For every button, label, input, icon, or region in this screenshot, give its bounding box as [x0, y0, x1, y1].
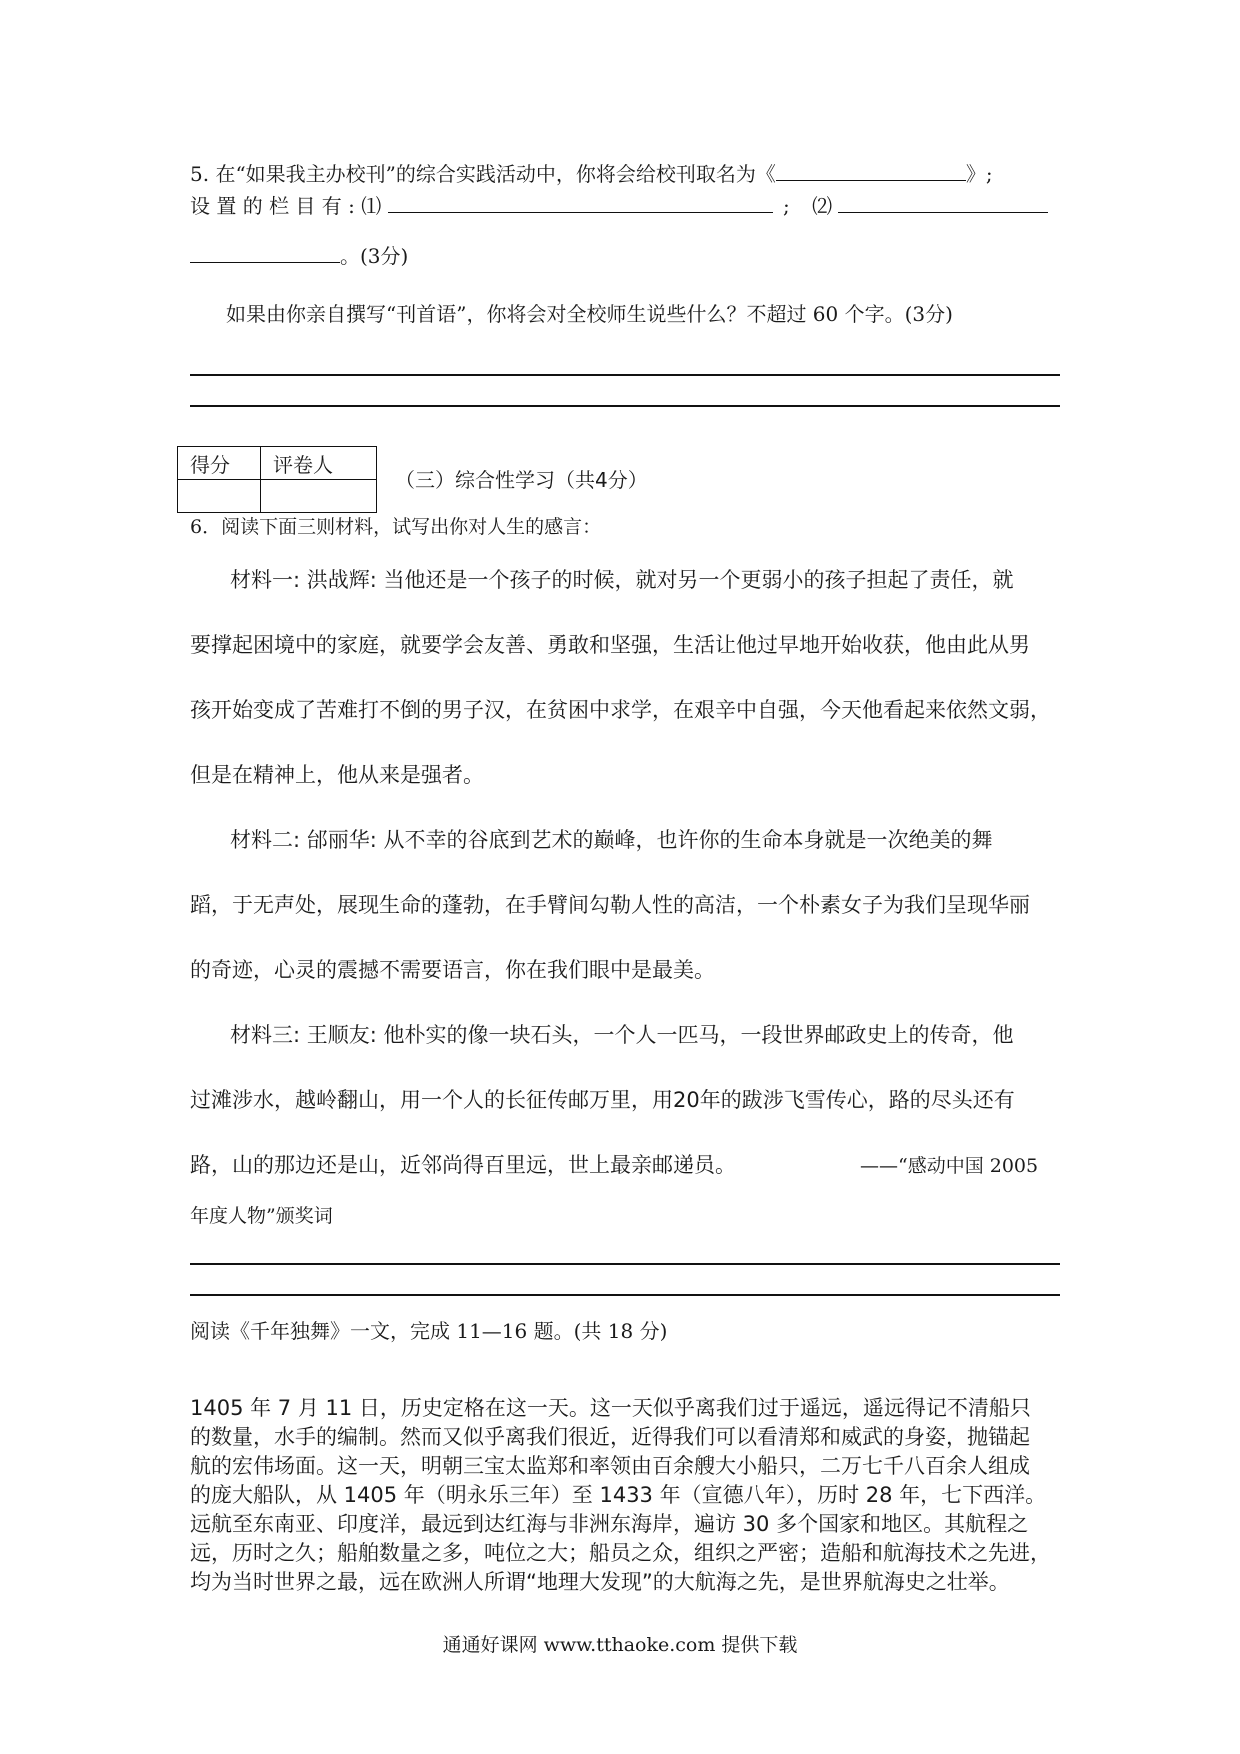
source-attribution-cont: 年度人物”颁奖词	[190, 1205, 333, 1227]
m1-line-1: 材料一: 洪战辉: 当他还是一个孩子的时候，就对另一个更弱小的孩子担起了责任，就	[230, 568, 1014, 592]
m2-line-3: 的奇迹，心灵的震撼不需要语言，你在我们眼中是最美。	[190, 958, 715, 982]
grader-cell	[261, 480, 377, 513]
reading-line-1: 1405 年 7 月 11 日，历史定格在这一天。这一天似乎离我们过于遥远，遥远得记不清船只	[190, 1396, 1031, 1420]
answer-line-3	[190, 1263, 1060, 1265]
q5-line2-sep: ;	[782, 194, 790, 218]
m1-line-3: 孩开始变成了苦难打不倒的男子汉，在贫困中求学，在艰辛中自强，今天他看起来依然文弱，	[190, 698, 1051, 722]
m3-line-1: 材料三: 王顺友: 他朴实的像一块石头，一个人一匹马，一段世界邮政史上的传奇，他	[230, 1023, 1014, 1047]
q5-line3-end: 。(3分)	[340, 244, 409, 268]
score-cell	[178, 480, 261, 513]
source-attribution: ——“感动中国 2005	[860, 1155, 1039, 1177]
q5-line2	[190, 190, 1070, 216]
reading-line-4: 的庞大船队，从 1405 年（明永乐三年）至 1433 年（宣德八年），历时 28 年，七下西洋。	[190, 1483, 1047, 1507]
q5-line1-end: 》;	[965, 162, 993, 186]
q6-intro: 6．阅读下面三则材料，试写出你对人生的感言：	[190, 516, 602, 538]
answer-line-2	[190, 405, 1060, 407]
m2-line-2: 蹈，于无声处，展现生命的蓬勃，在手臂间勾勒人性的高洁，一个朴素女子为我们呈现华丽	[190, 893, 1030, 917]
grader-label: 评卷人	[261, 447, 377, 480]
reading-line-6: 远，历时之久；船舶数量之多，吨位之大；船员之众，组织之严密；造船和航海技术之先进，	[190, 1541, 1051, 1565]
reading-title: 阅读《千年独舞》一文，完成 11—16 题。(共 18 分)	[190, 1319, 668, 1343]
q5-prompt: 如果由你亲自撰写“刊首语”，你将会对全校师生说些什么？不超过 60 个字。(3分)	[226, 302, 953, 326]
section3-title: （三）综合性学习（共4分）	[395, 468, 648, 492]
m3-line-2: 过滩涉水，越岭翻山，用一个人的长征传邮万里，用20年的跋涉飞雪传心，路的尽头还有	[190, 1088, 1015, 1112]
score-label: 得分	[178, 447, 261, 480]
score-table	[177, 446, 377, 513]
column2-blank-a	[838, 190, 1048, 213]
column2-blank-b	[190, 240, 340, 263]
q5-line3	[190, 240, 408, 266]
m2-line-1: 材料二: 邰丽华: 从不幸的谷底到艺术的巅峰，也许你的生命本身就是一次绝美的舞	[230, 828, 993, 852]
answer-line-1	[190, 374, 1060, 376]
q5-line2-mark: ⑵	[812, 194, 833, 218]
page-footer: 通通好课网 www.tthaoke.com 提供下载	[442, 1634, 798, 1656]
column1-blank	[388, 190, 773, 213]
reading-line-3: 航的宏伟场面。这一天，明朝三宝太监郑和率领由百余艘大小船只，二万七千八百余人组成	[190, 1454, 1030, 1478]
m1-line-4: 但是在精神上，他从来是强者。	[190, 763, 484, 787]
reading-line-5: 远航至东南亚、印度洋，最远到达红海与非洲东海岸，遍访 30 多个国家和地区。其航程之	[190, 1512, 1029, 1536]
reading-line-7: 均为当时世界之最，远在欧洲人所谓“地理大发现”的大航海之先，是世界航海史之壮举。	[190, 1570, 1010, 1594]
m3-line-3: 路，山的那边还是山，近邻尚得百里远，世上最亲邮递员。	[190, 1153, 736, 1177]
m1-line-2: 要撑起困境中的家庭，就要学会友善、勇敢和坚强，生活让他过早地开始收获，他由此从男	[190, 633, 1030, 657]
q5-line2-text: 设 置 的 栏 目 有 : ⑴	[190, 194, 382, 218]
journal-name-blank	[776, 158, 966, 181]
q5-line1	[190, 158, 1070, 184]
q5-line1-text: 5. 在“如果我主办校刊”的综合实践活动中，你将会给校刊取名为《	[190, 162, 776, 186]
answer-line-4	[190, 1294, 1060, 1296]
reading-line-2: 的数量，水手的编制。然而又似乎离我们很近，近得我们可以看清郑和威武的身姿，抛锚起	[190, 1425, 1030, 1449]
